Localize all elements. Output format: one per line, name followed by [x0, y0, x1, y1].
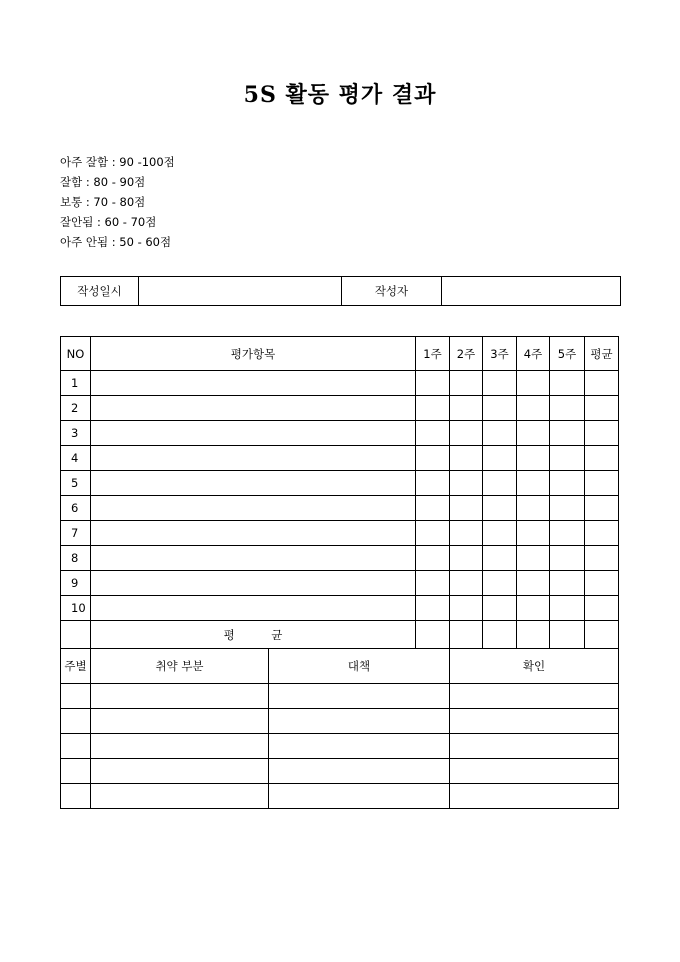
weak-part-cell[interactable]: [91, 709, 269, 734]
eval-item-cell[interactable]: [91, 371, 416, 396]
evaluation-row: [61, 496, 619, 521]
evaluation-row: [61, 521, 619, 546]
author-label: 작성자: [342, 277, 442, 306]
header-no: NO: [61, 337, 91, 371]
confirm-cell[interactable]: [450, 684, 619, 709]
header-week-1: 1주: [416, 337, 450, 371]
date-field[interactable]: [139, 277, 342, 306]
header-week-3: 3주: [483, 337, 517, 371]
eval-item-cell[interactable]: [91, 471, 416, 496]
row-number: 2: [61, 396, 91, 421]
row-number: 5: [61, 471, 91, 496]
week-score-cell[interactable]: [483, 571, 517, 596]
page-title: 5S 활동 평가 결과: [243, 82, 437, 108]
week-score-cell[interactable]: [483, 371, 517, 396]
average-score-cell[interactable]: [585, 371, 619, 396]
eval-item-cell[interactable]: [91, 496, 416, 521]
confirm-cell[interactable]: [450, 784, 619, 809]
week-cell[interactable]: [61, 684, 91, 709]
confirm-cell[interactable]: [450, 734, 619, 759]
row-number: 6: [61, 496, 91, 521]
weak-part-cell[interactable]: [91, 684, 269, 709]
row-number: 7: [61, 521, 91, 546]
week-score-cell[interactable]: [450, 421, 483, 446]
week-score-cell[interactable]: [483, 446, 517, 471]
week-score-cell[interactable]: [450, 496, 483, 521]
average-cell[interactable]: [450, 621, 483, 649]
average-score-cell[interactable]: [585, 571, 619, 596]
average-score-cell[interactable]: [585, 471, 619, 496]
week-score-cell[interactable]: [450, 446, 483, 471]
date-label: 작성일시: [61, 277, 139, 306]
average-row: [61, 621, 619, 649]
header-measure: 대책: [269, 649, 450, 684]
header-eval-item: 평가항목: [91, 337, 416, 371]
week-cell[interactable]: [61, 734, 91, 759]
week-score-cell[interactable]: [517, 471, 550, 496]
measure-cell[interactable]: [269, 784, 450, 809]
week-score-cell[interactable]: [550, 446, 585, 471]
header-week-2: 2주: [450, 337, 483, 371]
evaluation-row: [61, 471, 619, 496]
week-score-cell[interactable]: [450, 521, 483, 546]
weak-part-cell[interactable]: [91, 759, 269, 784]
week-cell[interactable]: [61, 759, 91, 784]
weak-part-cell[interactable]: [91, 734, 269, 759]
row-number: 10: [61, 596, 91, 621]
average-cell[interactable]: [483, 621, 517, 649]
eval-item-cell[interactable]: [91, 571, 416, 596]
rating-scale-item: 잘안됨 : 60 - 70점: [60, 215, 157, 229]
row-number: 9: [61, 571, 91, 596]
week-score-cell[interactable]: [416, 546, 450, 571]
average-score-cell[interactable]: [585, 546, 619, 571]
weak-part-cell[interactable]: [91, 784, 269, 809]
week-score-cell[interactable]: [450, 546, 483, 571]
average-cell[interactable]: [585, 621, 619, 649]
week-score-cell[interactable]: [416, 471, 450, 496]
average-no-cell: [61, 621, 91, 649]
evaluation-row: [61, 396, 619, 421]
week-score-cell[interactable]: [550, 521, 585, 546]
row-number: 1: [61, 371, 91, 396]
week-cell[interactable]: [61, 784, 91, 809]
week-score-cell[interactable]: [550, 371, 585, 396]
week-score-cell[interactable]: [550, 571, 585, 596]
eval-item-cell[interactable]: [91, 446, 416, 471]
week-score-cell[interactable]: [517, 571, 550, 596]
week-score-cell[interactable]: [550, 421, 585, 446]
week-score-cell[interactable]: [517, 421, 550, 446]
measure-cell[interactable]: [269, 709, 450, 734]
measure-cell[interactable]: [269, 734, 450, 759]
header-week-4: 4주: [517, 337, 550, 371]
week-score-cell[interactable]: [517, 371, 550, 396]
week-score-cell[interactable]: [483, 496, 517, 521]
week-score-cell[interactable]: [450, 471, 483, 496]
average-score-cell[interactable]: [585, 446, 619, 471]
week-score-cell[interactable]: [550, 596, 585, 621]
week-score-cell[interactable]: [517, 396, 550, 421]
eval-item-cell[interactable]: [91, 596, 416, 621]
week-score-cell[interactable]: [450, 371, 483, 396]
week-score-cell[interactable]: [517, 521, 550, 546]
weakness-row: [61, 734, 619, 759]
average-cell[interactable]: [416, 621, 450, 649]
week-score-cell[interactable]: [416, 571, 450, 596]
week-score-cell[interactable]: [483, 596, 517, 621]
eval-item-cell[interactable]: [91, 521, 416, 546]
rating-scale-item: 아주 안됨 : 50 - 60점: [60, 235, 172, 249]
average-cell[interactable]: [517, 621, 550, 649]
eval-item-cell[interactable]: [91, 421, 416, 446]
week-score-cell[interactable]: [416, 421, 450, 446]
week-score-cell[interactable]: [483, 421, 517, 446]
header-week: 주별: [61, 649, 91, 684]
week-score-cell[interactable]: [416, 521, 450, 546]
weakness-row: [61, 784, 619, 809]
eval-item-cell[interactable]: [91, 396, 416, 421]
measure-cell[interactable]: [269, 684, 450, 709]
average-label: 평 균: [91, 621, 416, 649]
header-week-5: 5주: [550, 337, 585, 371]
evaluation-table: [60, 336, 619, 809]
confirm-cell[interactable]: [450, 709, 619, 734]
week-score-cell[interactable]: [483, 521, 517, 546]
rating-scale-item: 잘함 : 80 - 90점: [60, 175, 146, 189]
week-score-cell[interactable]: [450, 571, 483, 596]
evaluation-row: [61, 571, 619, 596]
average-score-cell[interactable]: [585, 396, 619, 421]
week-score-cell[interactable]: [416, 446, 450, 471]
week-score-cell[interactable]: [416, 396, 450, 421]
week-score-cell[interactable]: [416, 496, 450, 521]
week-score-cell[interactable]: [517, 446, 550, 471]
average-score-cell[interactable]: [585, 496, 619, 521]
weakness-row: [61, 759, 619, 784]
header-average: 평균: [585, 337, 619, 371]
week-score-cell[interactable]: [517, 496, 550, 521]
confirm-cell[interactable]: [450, 759, 619, 784]
week-score-cell[interactable]: [517, 596, 550, 621]
average-score-cell[interactable]: [585, 421, 619, 446]
week-score-cell[interactable]: [450, 596, 483, 621]
row-number: 3: [61, 421, 91, 446]
weakness-row: [61, 684, 619, 709]
eval-item-cell[interactable]: [91, 546, 416, 571]
weakness-header-row: [61, 649, 619, 684]
week-score-cell[interactable]: [517, 546, 550, 571]
week-cell[interactable]: [61, 709, 91, 734]
evaluation-row: [61, 421, 619, 446]
evaluation-header-row: [61, 337, 619, 371]
row-number: 8: [61, 546, 91, 571]
rating-scale-item: 아주 잘함 : 90 -100점: [60, 155, 175, 169]
week-score-cell[interactable]: [416, 596, 450, 621]
week-score-cell[interactable]: [483, 471, 517, 496]
week-score-cell[interactable]: [550, 546, 585, 571]
week-score-cell[interactable]: [416, 371, 450, 396]
rating-scale-item: 보통 : 70 - 80점: [60, 195, 146, 209]
evaluation-row: [61, 446, 619, 471]
week-score-cell[interactable]: [450, 396, 483, 421]
week-score-cell[interactable]: [550, 471, 585, 496]
evaluation-row: [61, 596, 619, 621]
rating-scale-list: [60, 152, 175, 252]
info-table: [60, 276, 621, 306]
weakness-row: [61, 709, 619, 734]
week-score-cell[interactable]: [483, 546, 517, 571]
author-field[interactable]: [442, 277, 621, 306]
measure-cell[interactable]: [269, 759, 450, 784]
average-score-cell[interactable]: [585, 521, 619, 546]
header-weak-part: 취약 부분: [91, 649, 269, 684]
evaluation-row: [61, 371, 619, 396]
average-score-cell[interactable]: [585, 596, 619, 621]
header-confirm: 확인: [450, 649, 619, 684]
row-number: 4: [61, 446, 91, 471]
week-score-cell[interactable]: [550, 396, 585, 421]
week-score-cell[interactable]: [483, 396, 517, 421]
evaluation-row: [61, 546, 619, 571]
average-cell[interactable]: [550, 621, 585, 649]
week-score-cell[interactable]: [550, 496, 585, 521]
